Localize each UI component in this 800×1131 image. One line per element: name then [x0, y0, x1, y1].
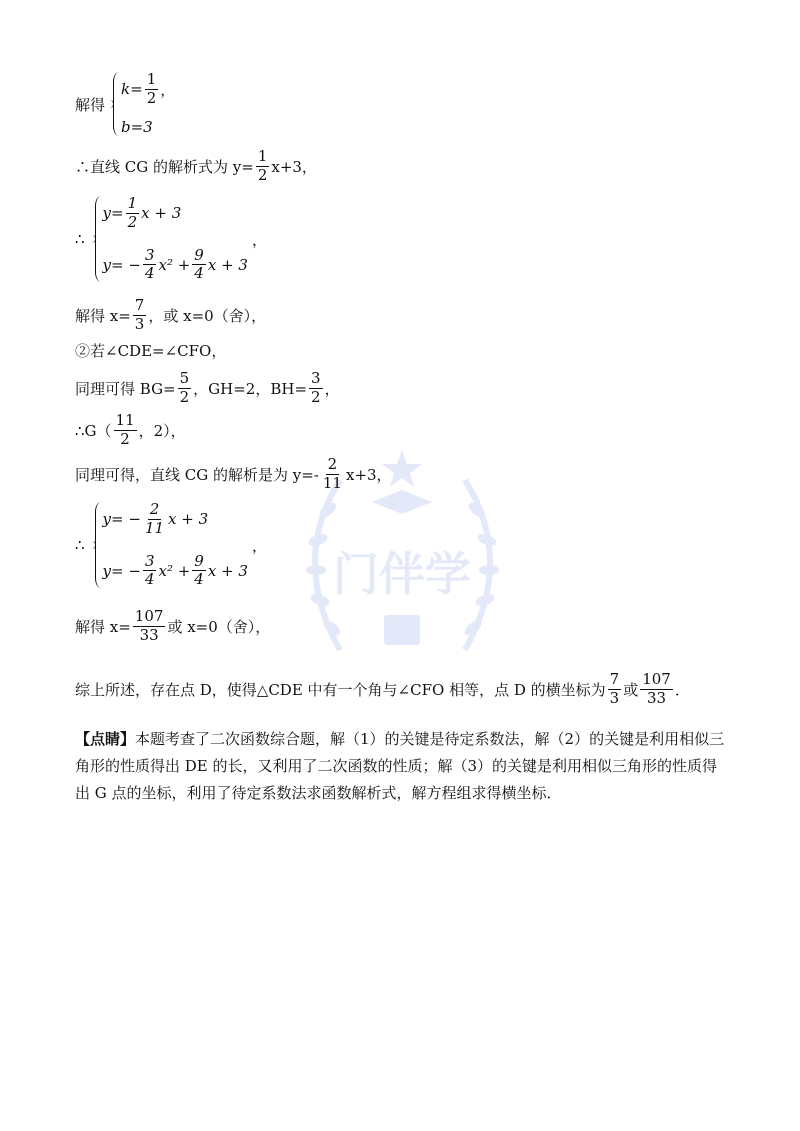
equation-system-2: y= $\frac{1}{2}$ x + 3 y= − $\frac{3}{4}$ x² + $\frac{9}{4}$ x + 3: [91, 196, 248, 282]
solution-line-2: ∴直线 CG 的解析式为 y= $\frac{1}{2}$ x+3，: [75, 146, 317, 184]
fraction: $\frac{1}{2}$: [146, 70, 157, 107]
fraction: $\frac{1}{2}$: [127, 194, 138, 231]
solution-line-5: ②若∠CDE=∠CFO，: [75, 341, 227, 360]
fraction: $\frac{107}{33}$: [134, 606, 164, 644]
watermark-text: 门伴学: [333, 547, 471, 601]
brace-icon: [91, 502, 99, 588]
fraction: $\frac{3}{2}$: [311, 368, 321, 406]
fraction: $\frac{9}{4}$: [194, 245, 204, 283]
solution-line-1: [75, 72, 175, 136]
solution-line-9: ∴ y= − $\frac{2}{11}$ x + 3 y= − $\frac{3}{4}$ x² + $\frac{9}{4}$ x + 3 ，: [75, 500, 267, 589]
fraction: $\frac{9}{4}$: [194, 551, 204, 589]
label-solve: 解得: [75, 95, 106, 114]
equation-system-1: k= $\frac{1}{2}$ ， b=3: [109, 72, 175, 136]
fraction: $\frac{7}{3}$: [134, 295, 145, 333]
comment-tag: 【点睛】: [75, 730, 136, 748]
brace-icon: [91, 196, 99, 282]
fraction: $\frac{3}{4}$: [144, 245, 155, 283]
solution-line-7: ∴G（ $\frac{11}{2}$ ，2），: [75, 410, 186, 448]
fraction: $\frac{2}{11}$: [322, 454, 342, 492]
solution-line-3: ∴ y= $\frac{1}{2}$ x + 3 y= − $\frac{3}{4}$ x² + $\frac{9}{4}$ x + 3 ，: [75, 194, 267, 283]
fraction: $\frac{11}{2}$: [115, 410, 135, 448]
comment-text: 本题考查了二次函数综合题，解（1）的关键是待定系数法，解（2）的关键是利用相似三角形的性质得出 DE 的长，又利用了二次函数的性质；解（3）的关键是利用相似三角形的性质得出 G 点的坐标，利用了待定系数法求函数解析式，解方程组求得横坐标．: [75, 730, 725, 802]
fraction: $\frac{3}{4}$: [144, 551, 155, 589]
equation-system-3: y= − $\frac{2}{11}$ x + 3 y= − $\frac{3}{4}$ x² + $\frac{9}{4}$ x + 3: [91, 502, 248, 588]
fraction: $\frac{5}{2}$: [179, 368, 190, 406]
fraction: $\frac{2}{11}$: [144, 500, 165, 537]
fraction: $\frac{7}{3}$: [609, 669, 620, 707]
solution-line-8: 同理可得，直线 CG 的解析是为 y=- $\frac{2}{11}$ x+3，: [75, 454, 392, 492]
brace-icon: [109, 72, 117, 136]
solution-line-6: 同理可得 BG= $\frac{5}{2}$ ，GH=2，BH= $\frac{3}{2}$ ，: [75, 368, 340, 406]
comment-paragraph: [75, 726, 730, 807]
fraction: $\frac{1}{2}$: [257, 146, 268, 184]
solution-line-10: 解得 x= $\frac{107}{33}$ 或 x=0（舍），: [75, 606, 271, 644]
conclusion-line: 综上所述，存在点 D，使得△CDE 中有一个角与∠CFO 相等，点 D 的横坐标为 $\frac{7}{3}$ 或 $\frac{107}{33}$ ．: [75, 669, 690, 707]
solution-line-4: 解得 x= $\frac{7}{3}$ ，或 x=0（舍），: [75, 295, 267, 333]
fraction: $\frac{107}{33}$: [642, 669, 671, 707]
